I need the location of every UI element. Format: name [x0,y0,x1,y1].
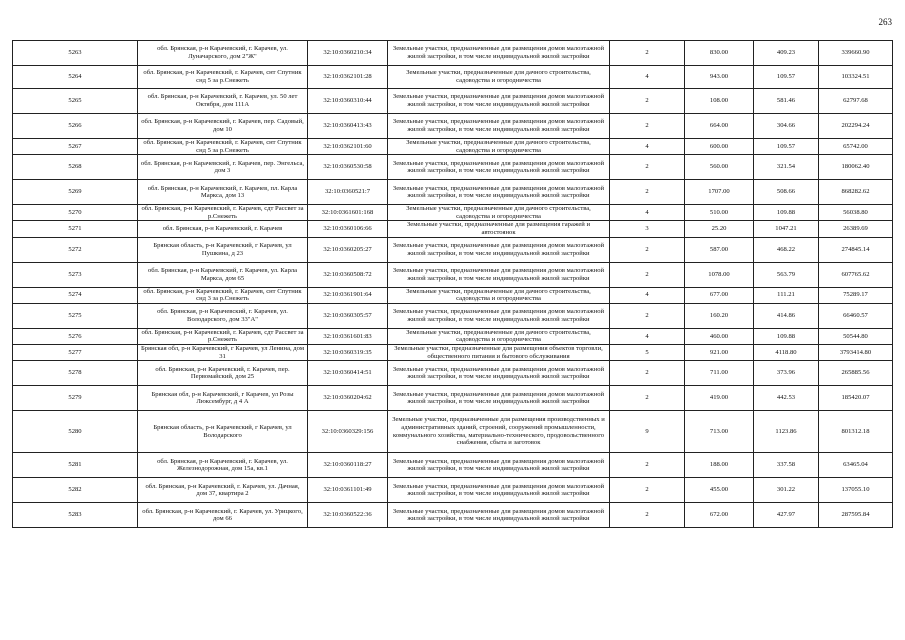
cadastral-value-cell: 607765.62 [819,262,893,287]
group-number-cell: 2 [610,361,685,386]
cadastral-value-cell: 26389.69 [819,221,893,237]
address-cell: Брянская обл, р-н Карачевский, г Карачев, ул Розы Люксембург, д 4 А [138,386,308,411]
land-use-cell: Земельные участки, предназначенные для размещения домов малоэтажной жилой застройки, в том числе индивидуальной жилой застройки [388,41,610,66]
address-cell: обл. Брянская, р-н Карачевский, г. Карачев, снт Спутник снд 5 за р.Снежеть [138,66,308,89]
address-cell: обл. Брянская, р-н Карачевский, г. Карачев, снт Спутник снд 3 за р.Снежеть [138,287,308,303]
group-number-cell: 4 [610,287,685,303]
land-use-cell: Земельные участки, предназначенные для размещения домов малоэтажной жилой застройки, в том числе индивидуальной жилой застройки [388,89,610,114]
cadastral-number-cell: 32:10:0362101:28 [308,66,388,89]
land-use-cell: Земельные участки, предназначенные для размещения домов малоэтажной жилой застройки, в том числе индивидуальной жилой застройки [388,386,610,411]
specific-value-cell: 1123.86 [754,411,819,453]
address-cell: обл. Брянская, р-н Карачевский, г. Карачев, ул. Карла Маркса, дом 65 [138,262,308,287]
cadastral-number-cell: 32:10:0360508:72 [308,262,388,287]
land-use-cell: Земельные участки, предназначенные для размещения домов малоэтажной жилой застройки, в том числе индивидуальной жилой застройки [388,155,610,180]
specific-value-cell: 581.46 [754,89,819,114]
group-number-cell: 2 [610,262,685,287]
row-number-cell: 5281 [13,453,138,478]
cadastral-number-cell: 32:10:0361601:83 [308,328,388,344]
specific-value-cell: 414.86 [754,303,819,328]
table-row [13,66,893,89]
table-row [13,89,893,114]
cadastral-value-cell: 287595.84 [819,503,893,528]
row-number-cell: 5272 [13,237,138,262]
group-number-cell: 2 [610,237,685,262]
table-row [13,114,893,139]
specific-value-cell: 563.79 [754,262,819,287]
address-cell: обл. Брянская, р-н Карачевский, г. Карачев, пер. Первомайский, дом 25 [138,361,308,386]
cadastral-value-cell: 56038.80 [819,205,893,221]
table-row [13,41,893,66]
address-cell: обл. Брянская, р-н Карачевский, г. Карачев, ул. Володарского, дом 33"А" [138,303,308,328]
group-number-cell: 2 [610,503,685,528]
cadastral-number-cell: 32:10:0360413:43 [308,114,388,139]
group-number-cell: 2 [610,478,685,503]
area-cell: 587.00 [685,237,754,262]
address-cell: обл. Брянская, р-н Карачевский, г. Карачев, ул. Луначарского, дом 2"Ж" [138,41,308,66]
table-row [13,139,893,155]
area-cell: 600.00 [685,139,754,155]
land-use-cell: Земельные участки, предназначенные для дачного строительства, садоводства и огородничества [388,287,610,303]
group-number-cell: 2 [610,114,685,139]
address-cell: обл. Брянская, р-н Карачевский, г. Карачев, ул. Дачная, дом 37, квартира 2 [138,478,308,503]
specific-value-cell: 337.58 [754,453,819,478]
area-cell: 713.00 [685,411,754,453]
cadastral-number-cell: 32:10:0360305:57 [308,303,388,328]
table-body [13,41,893,528]
land-use-cell: Земельные участки, предназначенные для размещения домов малоэтажной жилой застройки, в том числе индивидуальной жилой застройки [388,180,610,205]
cadastral-number-cell: 32:10:0360329:156 [308,411,388,453]
specific-value-cell: 111.21 [754,287,819,303]
table-row [13,453,893,478]
land-use-cell: Земельные участки, предназначенные для размещения домов малоэтажной жилой застройки, в том числе индивидуальной жилой застройки [388,262,610,287]
cadastral-number-cell: 32:10:0360521:7 [308,180,388,205]
row-number-cell: 5271 [13,221,138,237]
area-cell: 677.00 [685,287,754,303]
row-number-cell: 5276 [13,328,138,344]
row-number-cell: 5280 [13,411,138,453]
table-row [13,478,893,503]
area-cell: 510.00 [685,205,754,221]
row-number-cell: 5269 [13,180,138,205]
cadastral-number-cell: 32:10:0360414:51 [308,361,388,386]
address-cell: обл. Брянская, р-н Карачевский, г. Карачев [138,221,308,237]
cadastral-value-cell: 274845.14 [819,237,893,262]
table-row [13,205,893,221]
area-cell: 160.20 [685,303,754,328]
group-number-cell: 5 [610,344,685,360]
area-cell: 830.00 [685,41,754,66]
land-use-cell: Земельные участки, предназначенные для размещения домов малоэтажной жилой застройки, в том числе индивидуальной жилой застройки [388,114,610,139]
row-number-cell: 5266 [13,114,138,139]
cadastral-number-cell: 32:10:0360319:35 [308,344,388,360]
land-use-cell: Земельные участки, предназначенные для размещения домов малоэтажной жилой застройки, в том числе индивидуальной жилой застройки [388,303,610,328]
specific-value-cell: 508.66 [754,180,819,205]
row-number-cell: 5270 [13,205,138,221]
table-row [13,287,893,303]
cadastral-value-cell: 801312.18 [819,411,893,453]
address-cell: Брянская область, р-н Карачевский, г Карачев, ул Володарского [138,411,308,453]
group-number-cell: 2 [610,155,685,180]
address-cell: обл. Брянская, р-н Карачевский, г. Карачев, пер. Садовый, дом 10 [138,114,308,139]
address-cell: обл. Брянская, р-н Карачевский, г. Карачев, ул. Железнодорожная, дом 15а, кв.1 [138,453,308,478]
address-cell: обл. Брянская, р-н Карачевский, г. Карачев, сдт Рассвет за р.Снежеть [138,205,308,221]
cadastral-value-cell: 62797.68 [819,89,893,114]
cadastral-number-cell: 32:10:0360118:27 [308,453,388,478]
cadastral-value-cell: 137055.10 [819,478,893,503]
cadastral-value-cell: 65742.00 [819,139,893,155]
area-cell: 460.00 [685,328,754,344]
land-use-cell: Земельные участки, предназначенные для размещения домов малоэтажной жилой застройки, в том числе индивидуальной жилой застройки [388,453,610,478]
address-cell: Брянская область, р-н Карачевский, г Карачев, ул Пушкина, д 23 [138,237,308,262]
row-number-cell: 5274 [13,287,138,303]
address-cell: обл. Брянская, р-н Карачевский, г. Карачев, пер. Энгельса, дом 3 [138,155,308,180]
land-use-cell: Земельные участки, предназначенные для дачного строительства, садоводства и огородничества [388,66,610,89]
cadastral-value-cell: 265885.56 [819,361,893,386]
land-use-cell: Земельные участки, предназначенные для размещения домов малоэтажной жилой застройки, в том числе индивидуальной жилой застройки [388,478,610,503]
table-row [13,411,893,453]
cadastral-number-cell: 32:10:0361101:49 [308,478,388,503]
row-number-cell: 5282 [13,478,138,503]
cadastral-number-cell: 32:10:0360522:36 [308,503,388,528]
land-use-cell: Земельные участки, предназначенные для дачного строительства, садоводства и огородничества [388,139,610,155]
address-cell: обл. Брянская, р-н Карачевский, г. Карачев, снт Спутник снд 5 за р.Снежеть [138,139,308,155]
area-cell: 1707.00 [685,180,754,205]
table-row [13,361,893,386]
row-number-cell: 5265 [13,89,138,114]
area-cell: 188.00 [685,453,754,478]
specific-value-cell: 109.88 [754,205,819,221]
group-number-cell: 2 [610,89,685,114]
land-use-cell: Земельные участки, предназначенные для размещения домов малоэтажной жилой застройки, в том числе индивидуальной жилой застройки [388,237,610,262]
cadastral-number-cell: 32:10:0361901:64 [308,287,388,303]
table-row [13,344,893,360]
specific-value-cell: 109.88 [754,328,819,344]
area-cell: 1078.00 [685,262,754,287]
cadastral-value-table [12,40,893,528]
land-use-cell: Земельные участки, предназначенные для размещения объектов торговли, общественного питания и бытового обслуживания [388,344,610,360]
table-row [13,503,893,528]
row-number-cell: 5268 [13,155,138,180]
table-row [13,155,893,180]
area-cell: 108.00 [685,89,754,114]
cadastral-number-cell: 32:10:0362101:60 [308,139,388,155]
area-cell: 664.00 [685,114,754,139]
area-cell: 943.00 [685,66,754,89]
cadastral-value-cell: 3793414.80 [819,344,893,360]
cadastral-number-cell: 32:10:0360106:66 [308,221,388,237]
row-number-cell: 5264 [13,66,138,89]
specific-value-cell: 427.97 [754,503,819,528]
group-number-cell: 2 [610,303,685,328]
address-cell: Брянская обл, р-н Карачевский, г Карачев, ул Ленина, дом 31 [138,344,308,360]
cadastral-value-cell: 50544.80 [819,328,893,344]
table-row [13,328,893,344]
cadastral-number-cell: 32:10:0360310:44 [308,89,388,114]
row-number-cell: 5278 [13,361,138,386]
cadastral-value-cell: 66460.57 [819,303,893,328]
specific-value-cell: 304.66 [754,114,819,139]
table-row [13,303,893,328]
area-cell: 672.00 [685,503,754,528]
land-use-cell: Земельные участки, предназначенные для дачного строительства, садоводства и огородничества [388,328,610,344]
cadastral-value-cell: 75289.17 [819,287,893,303]
cadastral-number-cell: 32:10:0360210:34 [308,41,388,66]
area-cell: 921.00 [685,344,754,360]
cadastral-number-cell: 32:10:0360204:62 [308,386,388,411]
cadastral-number-cell: 32:10:0360205:27 [308,237,388,262]
group-number-cell: 4 [610,328,685,344]
area-cell: 25.20 [685,221,754,237]
cadastral-value-cell: 180062.40 [819,155,893,180]
group-number-cell: 4 [610,139,685,155]
group-number-cell: 2 [610,180,685,205]
area-cell: 455.00 [685,478,754,503]
group-number-cell: 2 [610,41,685,66]
land-use-cell: Земельные участки, предназначенные для размещения производственных и административных зданий, строений, сооружений промышленности, коммунального хозяйства, материально-технического, продовольственного снабжения, сбыта и заготовок [388,411,610,453]
specific-value-cell: 109.57 [754,66,819,89]
specific-value-cell: 109.57 [754,139,819,155]
cadastral-value-cell: 103324.51 [819,66,893,89]
area-cell: 711.00 [685,361,754,386]
specific-value-cell: 468.22 [754,237,819,262]
specific-value-cell: 1047.21 [754,221,819,237]
table-row [13,180,893,205]
group-number-cell: 2 [610,386,685,411]
land-use-cell: Земельные участки, предназначенные для размещения домов малоэтажной жилой застройки, в том числе индивидуальной жилой застройки [388,361,610,386]
row-number-cell: 5283 [13,503,138,528]
cadastral-value-cell: 868282.62 [819,180,893,205]
cadastral-value-cell: 63465.04 [819,453,893,478]
area-cell: 560.00 [685,155,754,180]
cadastral-value-cell: 339660.90 [819,41,893,66]
row-number-cell: 5273 [13,262,138,287]
cadastral-value-cell: 185420.07 [819,386,893,411]
table-row [13,262,893,287]
group-number-cell: 4 [610,66,685,89]
address-cell: обл. Брянская, р-н Карачевский, г. Карачев, ул. 50 лет Октября, дом 111А [138,89,308,114]
row-number-cell: 5275 [13,303,138,328]
cadastral-number-cell: 32:10:0361601:168 [308,205,388,221]
land-use-cell: Земельные участки, предназначенные для дачного строительства, садоводства и огородничества [388,205,610,221]
group-number-cell: 3 [610,221,685,237]
specific-value-cell: 373.96 [754,361,819,386]
table-row [13,386,893,411]
address-cell: обл. Брянская, р-н Карачевский, г. Карачев, сдт Рассвет за р.Снежеть [138,328,308,344]
cadastral-number-cell: 32:10:0360530:58 [308,155,388,180]
specific-value-cell: 301.22 [754,478,819,503]
address-cell: обл. Брянская, р-н Карачевский, г. Карачев, ул. Урицкого, дом 66 [138,503,308,528]
land-use-cell: Земельные участки, предназначенные для размещения гаражей и автостоянок [388,221,610,237]
row-number-cell: 5267 [13,139,138,155]
row-number-cell: 5279 [13,386,138,411]
address-cell: обл. Брянская, р-н Карачевский, г. Карачев, пл. Карла Маркса, дом 13 [138,180,308,205]
row-number-cell: 5277 [13,344,138,360]
table-row [13,237,893,262]
specific-value-cell: 442.53 [754,386,819,411]
table-row [13,221,893,237]
specific-value-cell: 4118.80 [754,344,819,360]
page-number: 263 [878,17,892,27]
row-number-cell: 5263 [13,41,138,66]
specific-value-cell: 321.54 [754,155,819,180]
group-number-cell: 4 [610,205,685,221]
area-cell: 419.00 [685,386,754,411]
group-number-cell: 9 [610,411,685,453]
land-use-cell: Земельные участки, предназначенные для размещения домов малоэтажной жилой застройки, в том числе индивидуальной жилой застройки [388,503,610,528]
specific-value-cell: 409.23 [754,41,819,66]
cadastral-value-cell: 202294.24 [819,114,893,139]
group-number-cell: 2 [610,453,685,478]
